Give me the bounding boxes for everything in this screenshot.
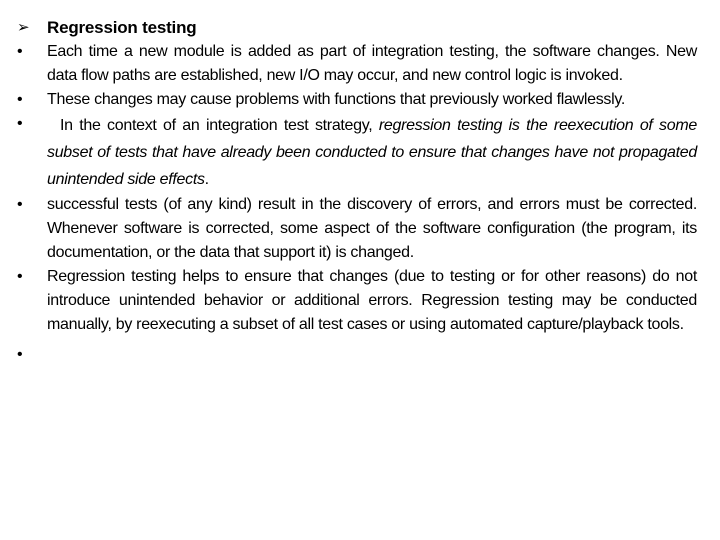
bullet-dot-icon: • — [17, 196, 23, 213]
bullet-dot-icon: • — [17, 346, 23, 363]
bullet-text: successful tests (of any kind) result in the discovery of errors, and errors must be corrected. Whenever software is corrected, some aspect of the software configuration (the program, its documentation, or the data that support it) is changed. — [47, 196, 697, 261]
heading-title: Regression testing — [47, 18, 197, 37]
bullet-dot-icon: • — [17, 43, 23, 60]
bullet-text — [47, 112, 697, 193]
bullet-list — [17, 40, 697, 367]
bullet-dot-icon: • — [17, 91, 23, 108]
bullet-text: Each time a new module is added as part of integration testing, the software changes. New data flow paths are established, new I/O may occur, and new control logic is invoked. — [47, 43, 697, 84]
bullet-item — [17, 265, 697, 337]
bullet-text: These changes may cause problems with functions that previously worked flawlessly. — [47, 91, 626, 108]
arrow-bullet-icon: ➢ — [17, 19, 30, 36]
bullet-item-empty — [17, 343, 697, 367]
bullet-item — [17, 40, 697, 88]
bullet-text-emphasis: regression testing is the reexecution of some subset of tests that have already been conducted to ensure that changes have not propagated unintended side effects — [47, 117, 697, 188]
bullet-text-tail: . — [204, 171, 209, 188]
bullet-dot-icon: • — [17, 268, 23, 285]
bullet-item — [17, 193, 697, 265]
bullet-text-lead: In the context of an integration test strategy, — [47, 117, 379, 134]
bullet-item — [17, 112, 697, 193]
bullet-dot-icon: • — [17, 115, 23, 132]
section-heading — [17, 16, 196, 40]
bullet-text: Regression testing helps to ensure that changes (due to testing or for other reasons) do not introduce unintended behavior or additional errors. Regression testing may be conducted manually, by reexecuting a subset of all test cases or using automated capture/playback tools. — [47, 268, 697, 333]
bullet-item — [17, 88, 697, 112]
